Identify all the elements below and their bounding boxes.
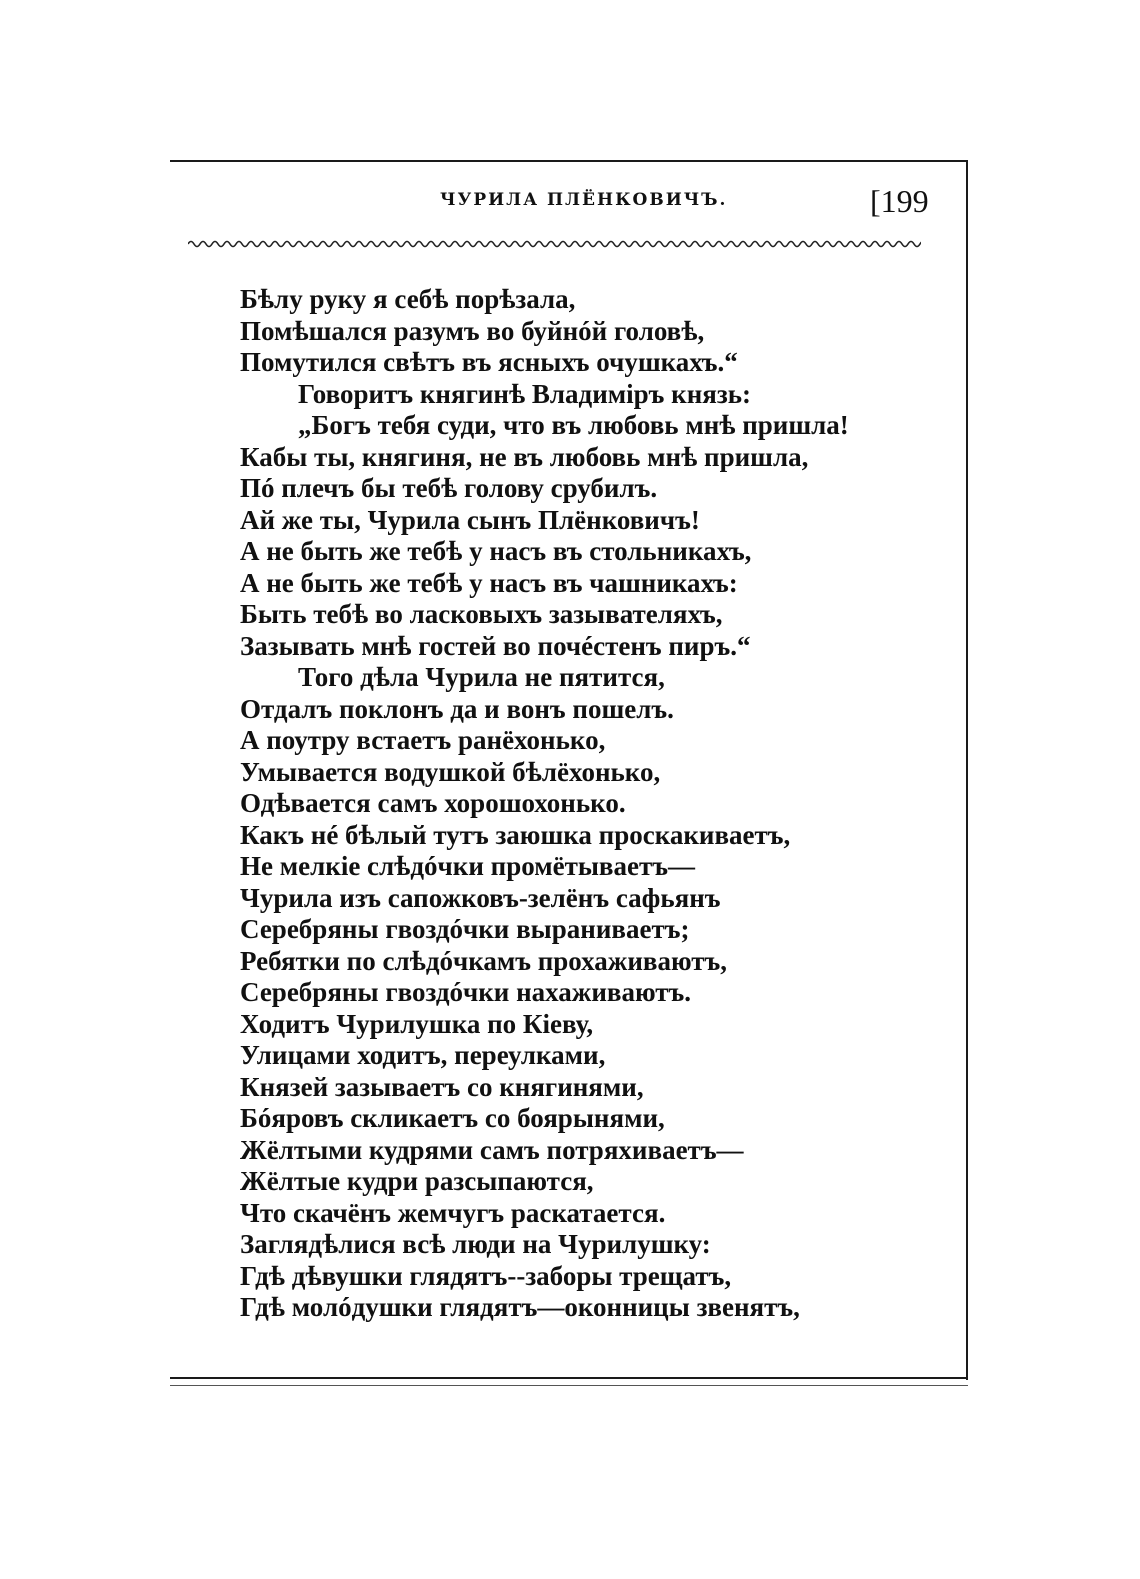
verse-line: Бóяровъ скликаетъ со боярынями, <box>240 1103 665 1133</box>
verse-line: А поутру встаетъ ранёхонько, <box>240 725 606 755</box>
verse-line: Ребятки по слѣдóчкамъ прохаживаютъ, <box>240 945 728 976</box>
verse-line: Улицами ходитъ, переулками, <box>240 1040 606 1070</box>
verse-line: Гдѣ дѣвушки глядятъ--заборы трещатъ, <box>240 1260 732 1291</box>
verse-line: Умывается водушкой бѣлёхонько, <box>240 756 661 787</box>
verse-line: Что скачёнъ жемчугъ раскатается. <box>240 1197 666 1228</box>
verse-line: Помутился свѣтъ въ ясныхъ очушкахъ.“ <box>240 347 738 377</box>
verse-line: „Богъ тебя суди, что въ любовь мнѣ пришла! <box>298 410 849 440</box>
verse-line: Заглядѣлися всѣ люди на Чурилушку: <box>240 1229 711 1259</box>
verse-line: Не мелкіе слѣдóчки промётываетъ— <box>240 851 695 881</box>
verse-line: А не быть же тебѣ у насъ въ чашникахъ: <box>240 567 738 598</box>
verse-line: Отдалъ поклонъ да и вонъ пошелъ. <box>240 693 674 724</box>
verse-line: Помѣшался разумъ во буйнóй головѣ, <box>240 315 705 346</box>
verse-line: Какъ нé бѣлый тутъ заюшка проскакиваетъ, <box>240 819 791 850</box>
verse-line: Того дѣла Чурила не пятится, <box>298 662 665 692</box>
verse-line: Говоритъ княгинѣ Владиміръ князь: <box>298 378 752 409</box>
verse-line: Быть тебѣ во ласковыхъ зазывателяхъ, <box>240 599 723 629</box>
page-number: [199 <box>870 183 929 219</box>
verse-line: Серебряны гвоздóчки выраниваетъ; <box>240 914 690 944</box>
verse-line: Ай же ты, Чурила сынъ Плёнковичъ! <box>240 504 700 535</box>
verse-line: А не быть же тебѣ у насъ въ стольникахъ, <box>240 536 752 566</box>
bottom-border-rule-secondary <box>170 1385 968 1386</box>
wavy-divider <box>188 238 921 250</box>
verse-body <box>240 284 940 1324</box>
verse-line: Одѣвается самъ хорошохонько. <box>240 788 626 818</box>
verse-line: Ходитъ Чурилушка по Кіеву, <box>240 1008 594 1039</box>
verse-line: Гдѣ молóдушки глядятъ—оконницы звенятъ, <box>240 1292 800 1322</box>
top-border-rule <box>170 160 968 162</box>
verse-line: Чурила изъ сапожковъ-зелёнъ сафьянъ <box>240 882 721 913</box>
verse-line: Князей зазываетъ со княгинями, <box>240 1071 644 1102</box>
bottom-border-rule <box>170 1377 968 1379</box>
verse-line: Зазывать мнѣ гостей во почéстенъ пиръ.“ <box>240 630 751 661</box>
right-border-rule <box>966 160 968 1380</box>
verse-line: Жёлтые кудри разсыпаются, <box>240 1166 594 1196</box>
verse-line: Серебряны гвоздóчки нахаживаютъ. <box>240 977 692 1007</box>
verse-line: Кабы ты, княгиня, не въ любовь мнѣ пришла, <box>240 441 809 472</box>
running-head: ЧУРИЛА ПЛЁНКОВИЧЪ. <box>440 190 728 210</box>
verse-line: Бѣлу руку я себѣ порѣзала, <box>240 284 576 314</box>
verse-line: Пó плечъ бы тебѣ голову срубилъ. <box>240 473 658 503</box>
verse-line: Жёлтыми кудрями самъ потряхиваетъ— <box>240 1134 744 1165</box>
